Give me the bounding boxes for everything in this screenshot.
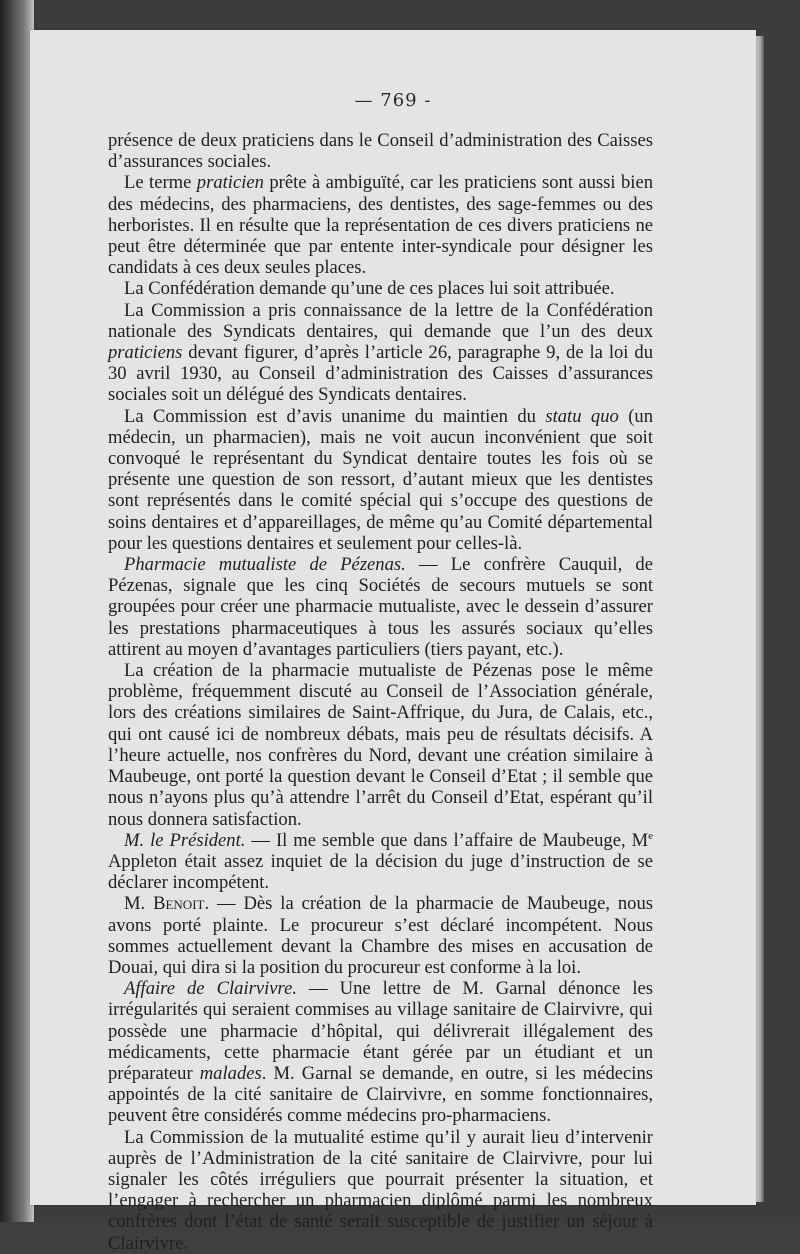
section-clairvivre-text-b: . M. Garnal se demande, en outre, si les médecins appointés de la cité sanitaire de Clairvivre, en somme fonctionnaires, peuvent être considérés comme médecins pro-pharmaciens.: [108, 1062, 653, 1127]
italic-term-malades: malades: [199, 1062, 262, 1084]
paragraph-2: [108, 172, 653, 278]
page-body-text: [108, 130, 653, 1254]
page-number: — 769 -: [354, 90, 432, 111]
speaker-president: M. le Président.: [124, 829, 246, 851]
paragraph-4-text-b: devant figurer, d’après l’article 26, paragraphe 9, de la loi du 30 avril 1930, au Conseil d’administration des Caisses d’assurances sociales soit un délégué des Syndicats dentaires.: [108, 342, 653, 406]
paragraph-5-text-a: La Commission est d’avis unanime du maintien du: [124, 405, 546, 427]
paragraph-3-text: La Confédération demande qu’une de ces places lui soit attribuée.: [124, 278, 615, 300]
paragraph-2-text-b: prête à ambiguïté, car les praticiens sont aussi bien des médecins, des pharmaciens, des dentistes, des sage-femmes ou des herboristes. Il en résulte que la représentation de ces divers praticiens ne peut être déterminée que par entente inter-syndicale pour désigner les candidats à ces deux seules places.: [108, 172, 653, 279]
paragraph-5: [108, 406, 653, 554]
speech-president: [108, 830, 653, 894]
speech-benoit-text: . — Dès la création de la pharmacie de Maubeuge, nous avons porté plainte. Le procureur s’est déclaré incompétent. Nous sommes actuellement devant la Chambre des mises en accusation de Douai, qui dira si la position du procureur est conforme à la loi.: [108, 893, 653, 978]
section-pezenas-text: — Le confrère Cauquil, de Pézenas, signale que les cinq Sociétés de secours mutuels se sont groupées pour créer une pharmacie mutualiste, avec le dessein d’assurer les prestations pharmaceutiques à tous les assurés sociaux qu’elles attirent au moyen d’avantages particuliers (tiers payant, etc.).: [108, 554, 653, 660]
paragraph-11: [108, 1127, 653, 1254]
italic-term-praticiens: praticiens: [108, 342, 183, 364]
superscript-e: e: [648, 829, 653, 842]
section-pezenas: [108, 554, 653, 660]
section-heading-clairvivre: Affaire de Clairvivre.: [124, 978, 297, 1000]
section-clairvivre: [108, 978, 653, 1126]
italic-term-statu-quo: statu quo: [545, 405, 619, 427]
book-spine-shadow: [0, 0, 34, 1222]
paragraph-1: [108, 130, 653, 172]
section-clairvivre-text-a: — Une lettre de M. Garnal dénonce les irrégularités qui seraient commises au village sanitaire de Clairvivre, qui possède une pharmacie d’hôpital, qui délivrerait illégalement des médicaments, cette pharmacie étant gérée par un étudiant et un préparateur: [108, 978, 654, 1084]
paragraph-4-text-a: La Commission a pris connaissance de la lettre de la Confédération nationale des Syndicats dentaires, qui demande que l’un des deux: [108, 299, 653, 342]
book-page: [30, 30, 756, 1254]
section-heading-pezenas: Pharmacie mutualiste de Pézenas.: [124, 554, 406, 576]
italic-term-praticien: praticien: [196, 172, 264, 194]
speaker-benoit: Benoit: [153, 893, 205, 915]
speech-benoit: [108, 893, 653, 978]
paragraph-3: [108, 278, 653, 299]
speaker-prefix: M.: [124, 893, 154, 915]
paragraph-1-text: présence de deux praticiens dans le Conseil d’administration des Caisses d’assurances sociales.: [108, 130, 653, 173]
paragraph-11-text: La Commission de la mutualité estime qu’il y aurait lieu d’intervenir auprès de l’Administration de la cité sanitaire de Clairvivre, pour lui signaler les côtés irréguliers que pourrait présenter la situation, et l’engager à rechercher un pharmacien diplômé parmi les nombreux confrères dont l’état de santé serait susceptible de justifier un séjour à Clairvivre.: [108, 1126, 653, 1254]
paragraph-5-text-b: (un médecin, un pharmacien), mais ne voit aucun inconvénient que soit convoqué le représentant du Syndicat dentaire toutes les fois où se présente une question de son ressort, d’autant mieux que les dentistes sont représentés dans le comité spécial qui s’occupe des questions de soins dentaires et d’appareillages, de même qu’au Comité départemental pour les questions dentaires et seulement pour celles-là.: [108, 405, 653, 554]
paragraph-7-text: La création de la pharmacie mutualiste de Pézenas pose le même problème, fréquemment discuté au Conseil de l’Association générale, lors des créations similaires de Saint-Affrique, du Jura, de Calais, etc., qui ont causé ici de nombreux débats, mais peu de résultats décisifs. A l’heure actuelle, nos confrères du Nord, devant une création similaire à Maubeuge, ont porté la question devant le Conseil d’Etat ; il semble que nous n’ayons plus qu’à attendre l’arrêt du Conseil d’Etat, espérant qu’il nous donnera satisfaction.: [108, 660, 653, 830]
paragraph-2-text-a: Le terme: [124, 172, 197, 194]
paragraph-4: [108, 300, 653, 406]
speech-president-text-a: — Il me semble que dans l’affaire de Maubeuge, M: [245, 829, 649, 851]
page-stack-edge: [756, 36, 764, 1202]
speech-president-text-b: Appleton était assez inquiet de la décision du juge d’instruction de se déclarer incompétent.: [108, 850, 653, 894]
paragraph-7: [108, 660, 653, 830]
